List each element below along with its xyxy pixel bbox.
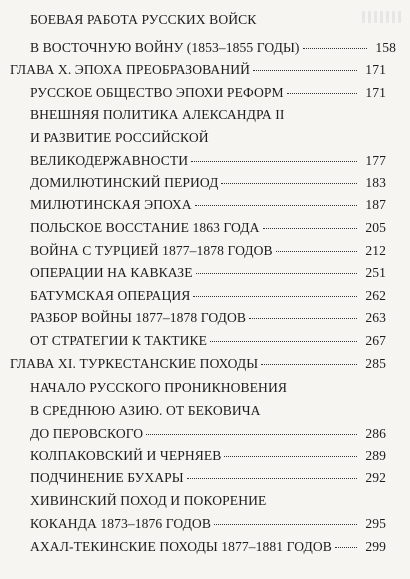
toc-entry	[30, 106, 390, 124]
toc-entry-page: 187	[365, 197, 386, 212]
toc-entry-title: ОТ СТРАТЕГИИ К ТАКТИКЕ	[30, 333, 208, 348]
toc-entry-page: 295	[365, 516, 386, 531]
toc-entry	[30, 492, 390, 510]
toc-entry-page: 299	[365, 539, 386, 554]
toc-entry-title: АХАЛ-ТЕКИНСКИЕ ПОХОДЫ 1877–1881 ГОДОВ	[30, 539, 332, 554]
toc-entry-title: ДОМИЛЮТИНСКИЙ ПЕРИОД	[30, 175, 219, 190]
toc-entry-title: И РАЗВИТИЕ РОССИЙСКОЙ	[30, 130, 209, 145]
toc-entry	[30, 196, 386, 214]
toc-entry	[30, 242, 386, 260]
dot-leader	[195, 205, 357, 206]
toc-entry-page: 205	[365, 220, 386, 235]
toc-entry	[30, 309, 386, 327]
toc-entry-page: 251	[365, 265, 386, 280]
dot-leader	[253, 70, 357, 71]
dot-leader	[196, 273, 357, 274]
toc-entry-page: 171	[365, 62, 386, 77]
toc-entry-title: ПОЛЬСКОЕ ВОССТАНИЕ 1863 ГОДА	[30, 220, 260, 235]
dot-leader	[276, 251, 357, 252]
toc-entry	[30, 515, 386, 533]
toc-entry-title: БАТУМСКАЯ ОПЕРАЦИЯ	[30, 288, 191, 303]
toc-entry-page: 212	[365, 243, 386, 258]
dot-leader	[263, 228, 358, 229]
toc-entry-title: ПОДЧИНЕНИЕ БУХАРЫ	[30, 470, 184, 485]
toc-entry-title: РУССКОЕ ОБЩЕСТВО ЭПОХИ РЕФОРМ	[30, 85, 284, 100]
toc-entry-title: РАЗБОР ВОЙНЫ 1877–1878 ГОДОВ	[30, 310, 246, 325]
toc-entry-page: 262	[365, 288, 386, 303]
dot-leader	[221, 183, 357, 184]
toc-entry-title: ВЕЛИКОДЕРЖАВНОСТИ	[30, 153, 189, 168]
toc-entry-page: 289	[365, 448, 386, 463]
toc-entry	[30, 264, 386, 282]
toc-entry-title: НАЧАЛО РУССКОГО ПРОНИКНОВЕНИЯ	[30, 380, 288, 395]
toc-entry	[30, 469, 386, 487]
toc-entry	[30, 152, 386, 170]
toc-entry-title: ДО ПЕРОВСКОГО	[30, 426, 144, 441]
toc-entry-title: КОЛПАКОВСКИЙ И ЧЕРНЯЕВ	[30, 448, 222, 463]
toc-entry-title: В ВОСТОЧНУЮ ВОЙНУ (1853–1855 ГОДЫ)	[30, 40, 300, 55]
dot-leader	[210, 341, 357, 342]
toc-entry	[30, 379, 390, 397]
dot-leader	[191, 161, 357, 162]
toc-chapter-entry	[10, 61, 386, 79]
toc-entry-title: ГЛАВА XI. ТУРКЕСТАНСКИЕ ПОХОДЫ	[10, 356, 259, 371]
toc-entry-title: В СРЕДНЮЮ АЗИЮ. ОТ БЕКОВИЧА	[30, 403, 261, 418]
toc-entry-title: ОПЕРАЦИИ НА КАВКАЗЕ	[30, 265, 193, 280]
dot-leader	[214, 524, 357, 525]
dot-leader	[335, 547, 357, 548]
toc-entry	[30, 402, 390, 420]
toc-entry	[30, 39, 396, 57]
dot-leader	[249, 318, 357, 319]
toc-entry-page: 183	[365, 175, 386, 190]
toc-entry	[30, 287, 386, 305]
toc-entry	[30, 425, 386, 443]
toc-entry	[30, 84, 386, 102]
toc-entry	[30, 447, 386, 465]
toc-entry-page: 171	[365, 85, 386, 100]
toc-entry-page: 267	[365, 333, 386, 348]
dot-leader	[146, 434, 357, 435]
toc-entry	[30, 332, 386, 350]
toc-entry	[30, 219, 386, 237]
toc-entry-title: ХИВИНСКИЙ ПОХОД И ПОКОРЕНИЕ	[30, 493, 267, 508]
toc-entry-page: 292	[365, 470, 386, 485]
dot-leader	[224, 456, 357, 457]
toc-entry-title: ВОЙНА С ТУРЦИЕЙ 1877–1878 ГОДОВ	[30, 243, 273, 258]
toc-chapter-entry	[10, 355, 386, 373]
toc-entry-title: МИЛЮТИНСКАЯ ЭПОХА	[30, 197, 192, 212]
toc-entry	[30, 129, 390, 147]
dot-leader	[261, 364, 357, 365]
dot-leader	[193, 296, 357, 297]
toc-entry-title: ВНЕШНЯЯ ПОЛИТИКА АЛЕКСАНДРА II	[30, 107, 285, 122]
toc-entry-page: 177	[365, 153, 386, 168]
toc-entry-title: ГЛАВА X. ЭПОХА ПРЕОБРАЗОВАНИЙ	[10, 62, 251, 77]
dot-leader	[303, 48, 367, 49]
toc-entry	[30, 538, 386, 556]
dot-leader	[287, 93, 357, 94]
toc-entry-page: 285	[365, 356, 386, 371]
toc-entry-page: 158	[375, 40, 396, 55]
toc-entry	[30, 174, 386, 192]
dot-leader	[187, 478, 357, 479]
toc-entry-page: 263	[365, 310, 386, 325]
toc-entry-page: 286	[365, 426, 386, 441]
toc-entry	[30, 11, 390, 29]
toc-entry-title: БОЕВАЯ РАБОТА РУССКИХ ВОЙСК	[30, 12, 257, 27]
toc-entry-title: КОКАНДА 1873–1876 ГОДОВ	[30, 516, 211, 531]
